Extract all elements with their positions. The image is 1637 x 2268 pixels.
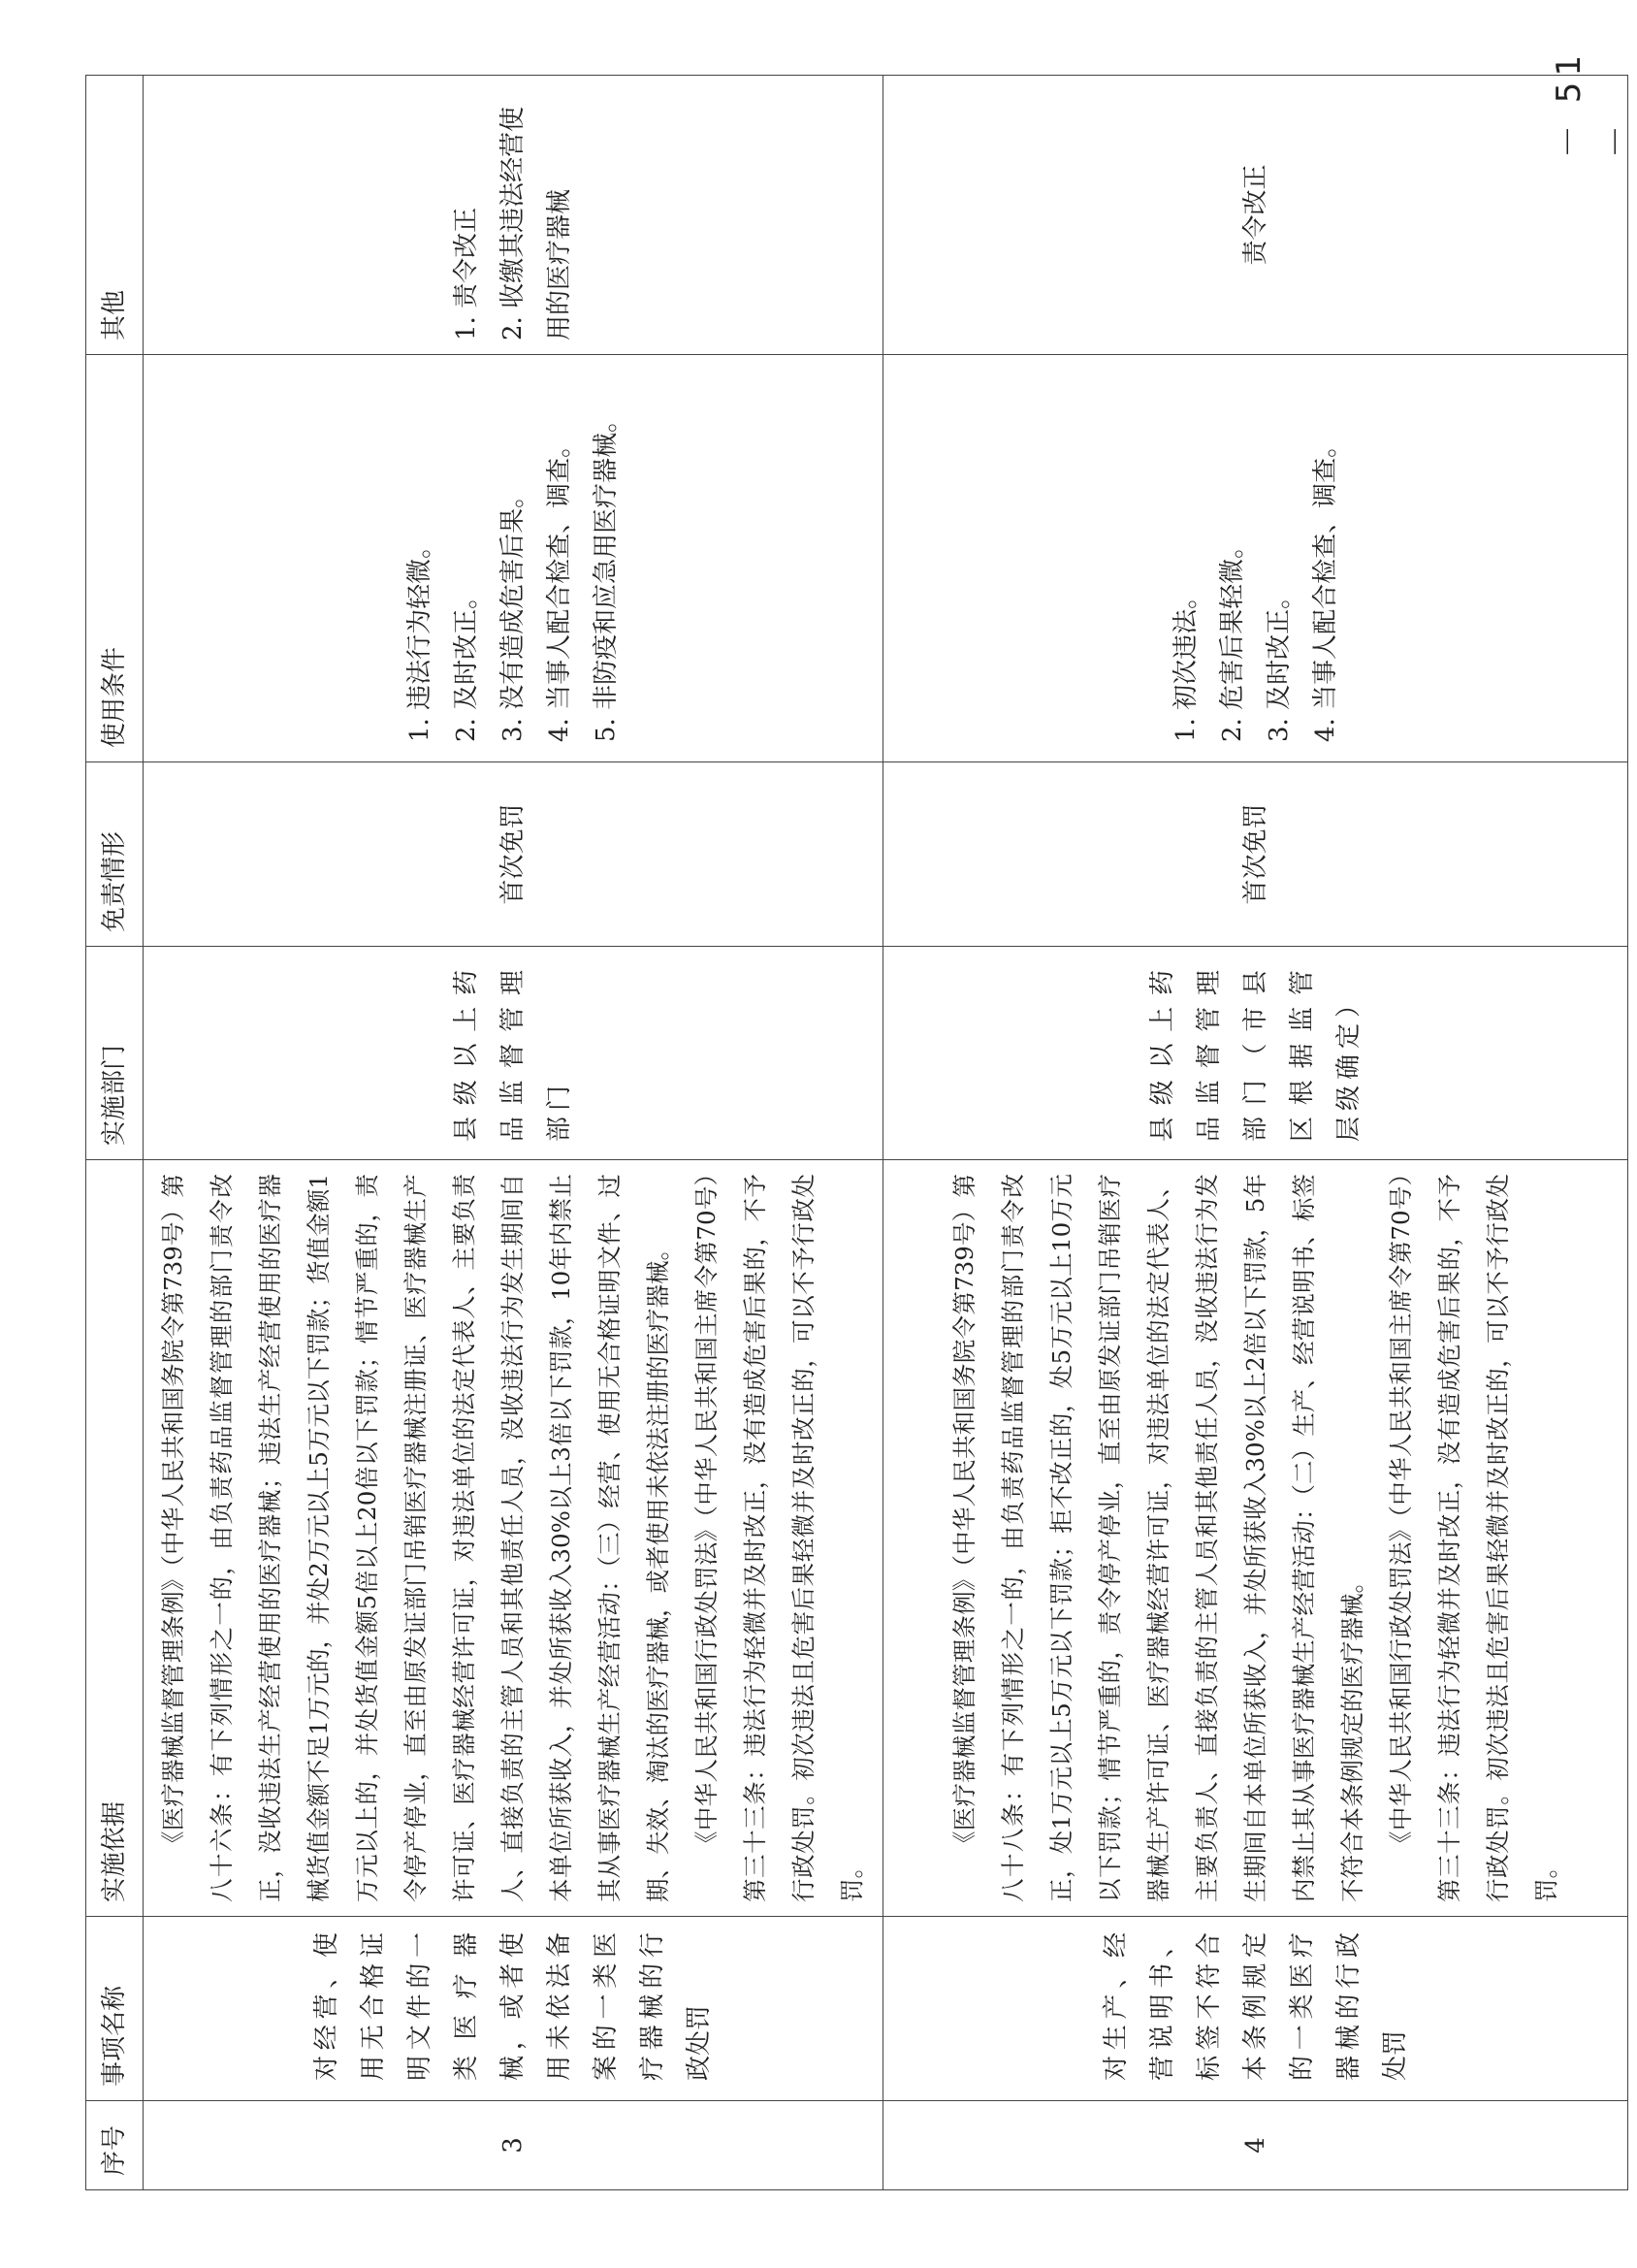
header-no: 序号 — [86, 2101, 144, 2190]
implementing-dept: 县级以上药品监督管理部门（市县区根据监管层级确定） — [883, 947, 1628, 1160]
exemption-type: 首次免罚 — [144, 762, 883, 947]
item-name: 对经营、使用无合格证明文件的一类医疗器械，或者使用未依法备案的一类医疗器械的行政处罚 — [144, 1917, 883, 2101]
other-item: 责令改正 — [1240, 164, 1270, 266]
condition-item: 2. 危害后果轻微。 — [1217, 533, 1247, 742]
condition-item: 1. 违法行为轻微。 — [405, 533, 434, 742]
basis-paragraph: 《中华人民共和国行政处罚法》（中华人民共和国主席令第70号）第三十三条：违法行为轻微并及时改正，没有造成危害后果的，不予行政处罚。初次违法且危害后果轻微并及时改正的，可以不予行政处罚。 — [692, 1174, 866, 1902]
table-row — [883, 76, 1628, 2190]
legal-basis — [883, 1160, 1628, 1917]
condition-item: 4. 当事人配合检查、调查。 — [1310, 432, 1340, 742]
other-measures — [144, 76, 883, 355]
conditions — [144, 355, 883, 762]
row-number: 4 — [883, 2101, 1628, 2190]
implementing-dept: 县级以上药品监督管理部门 — [144, 947, 883, 1160]
legal-basis — [144, 1160, 883, 1917]
condition-item: 3. 及时改正。 — [1264, 583, 1294, 742]
other-item: 2. 收缴其违法经营使用的医疗器械 — [498, 106, 574, 340]
condition-item: 5. 非防疫和应急用医疗器械。 — [592, 406, 621, 742]
header-exempt: 免责情形 — [86, 762, 144, 947]
item-name: 对生产、经营说明书、标签不符合本条例规定的一类医疗器械的行政处罚 — [883, 1917, 1628, 2101]
other-item: 1. 责令改正 — [452, 207, 481, 340]
header-cond: 使用条件 — [86, 355, 144, 762]
condition-item: 1. 初次违法。 — [1171, 583, 1201, 742]
header-basis: 实施依据 — [86, 1160, 144, 1917]
condition-item: 2. 及时改正。 — [452, 583, 481, 742]
header-row — [86, 76, 144, 2190]
header-other: 其他 — [86, 76, 144, 355]
basis-paragraph: 《医疗器械监督管理条例》（中华人民共和国务院令第739号）第八十八条：有下列情形之一的，由负责药品监督管理的部门责令改正，处1万元以上5万元以下罚款；拒不改正的，处5万元以上10万元以下罚款；情节严重的，责令停产停业，直至由原发证部门吊销医疗器械生产许可证、医疗器械经营许可证，对违法单位的法定代表人、主要负责人、直接负责的主管人员和其他责任人员，没收违法行为发生期间自本单位所获收入，并处所获收入30%以上2倍以下罚款，5年内禁止其从事医疗器械生产经营活动：（二）生产、经营说明书、标签不符合本条例规定的医疗器械。 — [949, 1174, 1366, 1902]
other-measures — [883, 76, 1628, 355]
penalty-exemption-table — [85, 75, 1628, 2190]
page-number: － 51 － — [1550, 49, 1636, 158]
row-number: 3 — [144, 2101, 883, 2190]
basis-paragraph: 《中华人民共和国行政处罚法》（中华人民共和国主席令第70号）第三十三条：违法行为轻微并及时改正，没有造成危害后果的，不予行政处罚。初次违法且危害后果轻微并及时改正的，可以不予行政处罚。 — [1386, 1174, 1560, 1902]
exemption-type: 首次免罚 — [883, 762, 1628, 947]
header-dept: 实施部门 — [86, 947, 144, 1160]
condition-item: 3. 没有造成危害后果。 — [498, 482, 528, 742]
conditions — [883, 355, 1628, 762]
condition-item: 4. 当事人配合检查、调查。 — [545, 432, 574, 742]
table-row — [144, 76, 883, 2190]
basis-paragraph: 《医疗器械监督管理条例》（中华人民共和国务院令第739号）第八十六条：有下列情形之一的，由负责药品监督管理的部门责令改正，没收违法生产经营使用的医疗器械；违法生产经营使用的医疗器械货值金额不足1万元的，并处2万元以上5万元以下罚款；货值金额1万元以上的，并处货值金额5倍以上20倍以下罚款；情节严重的，责令停产停业，直至由原发证部门吊销医疗器械注册证、医疗器械生产许可证、医疗器械经营许可证，对违法单位的法定代表人、主要负责人、直接负责的主管人员和其他责任人员，没收违法行为发生期间自本单位所获收入，并处所获收入30%以上3倍以下罚款，10年内禁止其从事医疗器械生产经营活动：（三）经营、使用无合格证明文件、过期、失效、淘汰的医疗器械，或者使用未依法注册的医疗器械。 — [159, 1174, 672, 1902]
header-name: 事项名称 — [86, 1917, 144, 2101]
